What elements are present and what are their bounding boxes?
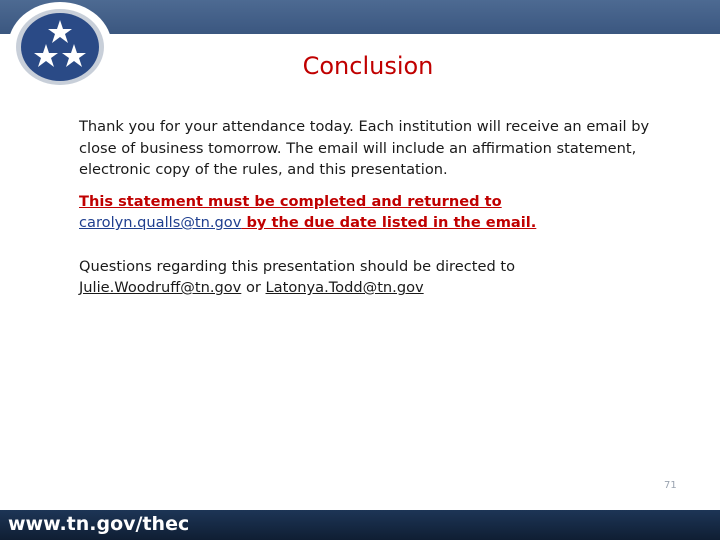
questions-text: Questions regarding this presentation should be directed to <box>79 257 515 275</box>
footer-url[interactable]: www.tn.gov/thec <box>8 513 190 535</box>
page-number: 71 <box>664 480 677 491</box>
attendance-paragraph: Thank you for your attendance today. Each institution will receive an email by close of business tomorrow. The email will include an affirmation statement, electronic copy of the rules, and this presentation. <box>79 118 650 178</box>
julie-email-link[interactable]: Julie.Woodruff@tn.gov <box>79 279 242 296</box>
slide-body <box>79 116 669 309</box>
carolyn-email-link[interactable]: carolyn.qualls@tn.gov <box>79 214 242 231</box>
statement-paragraph <box>79 191 669 234</box>
questions-paragraph <box>79 256 669 299</box>
latonya-email-link[interactable]: Latonya.Todd@tn.gov <box>265 279 424 296</box>
statement-text: This statement must be completed and returned to <box>79 192 502 210</box>
or-text: or <box>241 279 266 296</box>
slide-title: Conclusion <box>302 52 434 80</box>
statement-due-text: by the due date listed in the email. <box>241 214 537 231</box>
